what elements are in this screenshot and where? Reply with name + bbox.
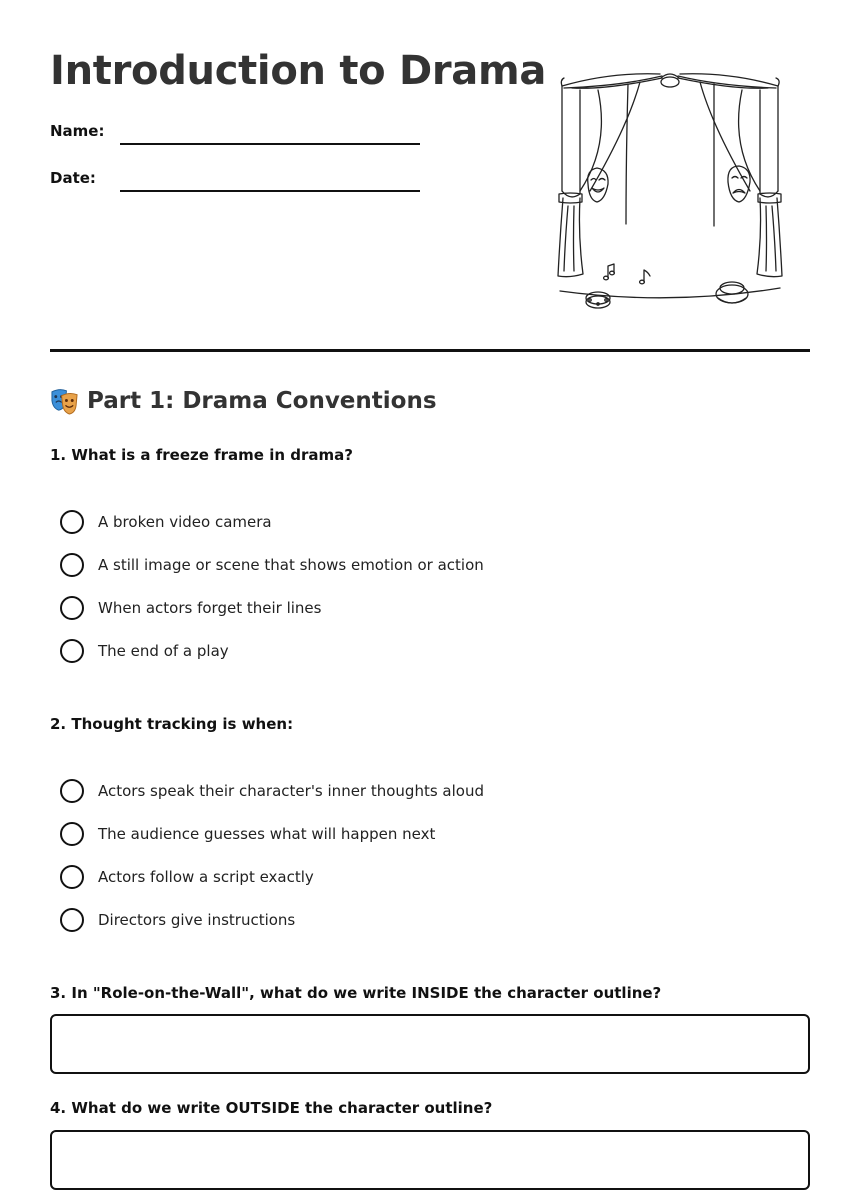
radio-button[interactable] bbox=[60, 908, 84, 932]
q1-option-4[interactable] bbox=[60, 638, 229, 664]
radio-button[interactable] bbox=[60, 822, 84, 846]
radio-button[interactable] bbox=[60, 510, 84, 534]
q1-option-1[interactable] bbox=[60, 509, 272, 535]
part1-title: Part 1: Drama Conventions bbox=[87, 387, 437, 414]
question-1-text: 1. What is a freeze frame in drama? bbox=[50, 446, 353, 464]
performing-arts-masks-icon bbox=[50, 386, 79, 415]
question-4-text: 4. What do we write OUTSIDE the character outline? bbox=[50, 1099, 493, 1117]
question-4-answer-box[interactable] bbox=[50, 1130, 810, 1190]
q2-option-4[interactable] bbox=[60, 907, 295, 933]
q2-option-2[interactable] bbox=[60, 821, 435, 847]
option-label: A broken video camera bbox=[98, 513, 272, 531]
option-label: Directors give instructions bbox=[98, 911, 296, 929]
radio-button[interactable] bbox=[60, 596, 84, 620]
radio-button[interactable] bbox=[60, 865, 84, 889]
name-label: Name: bbox=[50, 122, 105, 140]
question-3-answer-box[interactable] bbox=[50, 1014, 810, 1074]
section-divider bbox=[50, 349, 810, 352]
worksheet-title: Introduction to Drama bbox=[50, 48, 547, 94]
q2-option-1[interactable] bbox=[60, 778, 484, 804]
q2-option-3[interactable] bbox=[60, 864, 314, 890]
radio-button[interactable] bbox=[60, 779, 84, 803]
date-label: Date: bbox=[50, 169, 96, 187]
option-label: When actors forget their lines bbox=[98, 599, 322, 617]
q1-option-3[interactable] bbox=[60, 595, 321, 621]
option-label: The audience guesses what will happen next bbox=[98, 825, 436, 843]
theatre-stage-illustration bbox=[550, 66, 790, 316]
name-line-input[interactable] bbox=[120, 143, 420, 145]
option-label: The end of a play bbox=[98, 642, 229, 660]
option-label: Actors speak their character's inner thoughts aloud bbox=[98, 782, 484, 800]
question-3-text: 3. In "Role-on-the-Wall", what do we write INSIDE the character outline? bbox=[50, 984, 662, 1002]
question-2-text: 2. Thought tracking is when: bbox=[50, 715, 294, 733]
part1-heading bbox=[50, 386, 437, 415]
q1-option-2[interactable] bbox=[60, 552, 484, 578]
date-line-input[interactable] bbox=[120, 190, 420, 192]
option-label: Actors follow a script exactly bbox=[98, 868, 314, 886]
radio-button[interactable] bbox=[60, 553, 84, 577]
option-label: A still image or scene that shows emotion or action bbox=[98, 556, 484, 574]
radio-button[interactable] bbox=[60, 639, 84, 663]
